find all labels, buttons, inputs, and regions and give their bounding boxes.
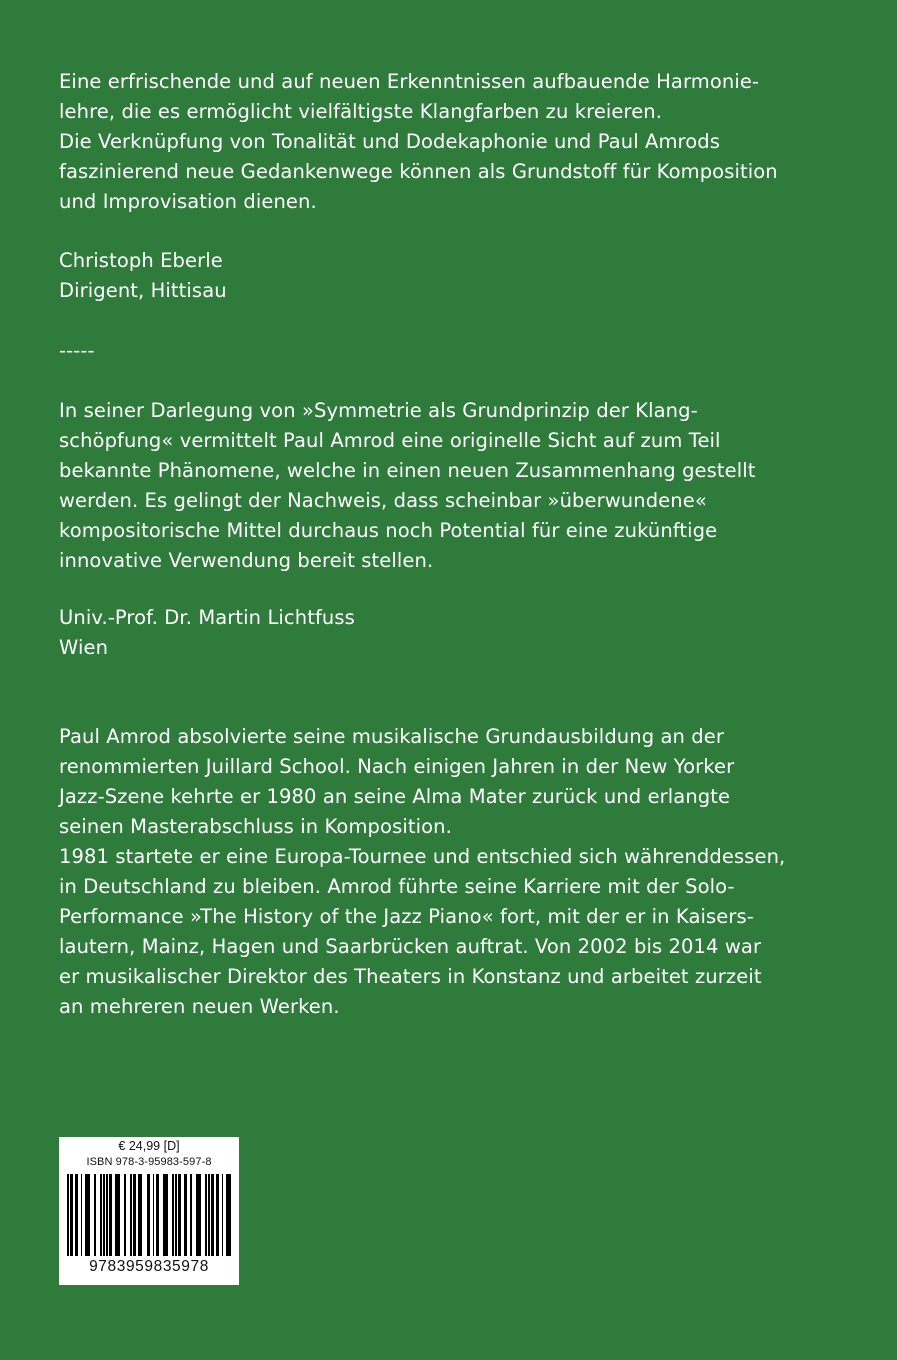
separator bbox=[59, 336, 879, 366]
quote-1 bbox=[59, 67, 879, 217]
bio-line: lautern, Mainz, Hagen und Saarbrücken auftrat. Von 2002 bis 2014 war bbox=[59, 935, 762, 958]
quote-1-line: und Improvisation dienen. bbox=[59, 190, 317, 213]
barcode-bar bbox=[208, 1174, 210, 1256]
barcode-bar bbox=[175, 1174, 177, 1256]
barcode-bar bbox=[172, 1174, 174, 1256]
barcode-bar bbox=[70, 1174, 73, 1256]
barcode-bar bbox=[94, 1174, 96, 1256]
quote-1-line: faszinierend neue Gedankenwege können als Grundstoff für Komposition bbox=[59, 160, 778, 183]
bio-line: renommierten Juillard School. Nach einigen Jahren in der New Yorker bbox=[59, 755, 735, 778]
barcode-bar bbox=[138, 1174, 143, 1256]
isbn-text: ISBN 978-3-95983-597-8 bbox=[86, 1156, 212, 1168]
barcode-bar bbox=[75, 1174, 78, 1256]
quote-2-line: innovative Verwendung bereit stellen. bbox=[59, 549, 434, 572]
quote-2-line: In seiner Darlegung von »Symmetrie als Grundprinzip der Klang- bbox=[59, 399, 698, 422]
barcode-bar bbox=[115, 1174, 120, 1256]
barcode-bar bbox=[67, 1174, 69, 1256]
quote-2-line: kompositorische Mittel durchaus noch Potential für eine zukünftige bbox=[59, 519, 718, 542]
bio-line: er musikalischer Direktor des Theaters in Konstanz und arbeitet zurzeit bbox=[59, 965, 762, 988]
quote-2-attribution bbox=[59, 603, 879, 663]
quote-2-line: bekannte Phänomene, welche in einen neuen Zusammenhang gestellt bbox=[59, 459, 756, 482]
barcode-bar bbox=[103, 1174, 105, 1256]
barcode-bar bbox=[184, 1174, 187, 1256]
barcode-bar bbox=[222, 1174, 224, 1256]
barcode-bar bbox=[211, 1174, 214, 1256]
bio-line: Paul Amrod absolvierte seine musikalische Grundausbildung an der bbox=[59, 725, 724, 748]
author-bio bbox=[59, 722, 879, 1022]
separator-dashes: ----- bbox=[59, 339, 95, 362]
quote-1-line: lehre, die es ermöglicht vielfältigste Klangfarben zu kreieren. bbox=[59, 100, 663, 123]
barcode-bar bbox=[196, 1174, 201, 1256]
barcode-bar bbox=[124, 1174, 126, 1256]
barcode-bar bbox=[147, 1174, 150, 1256]
quote-2-line: schöpfung« vermittelt Paul Amrod eine originelle Sicht auf zum Teil bbox=[59, 429, 721, 452]
ean-number: 9783959835978 bbox=[89, 1258, 209, 1275]
barcode-bar bbox=[216, 1174, 219, 1256]
barcode-bar bbox=[205, 1174, 207, 1256]
quote-1-attribution bbox=[59, 246, 879, 306]
bio-line: Performance »The History of the Jazz Piano« fort, mit der er in Kaisers- bbox=[59, 905, 754, 928]
barcode-bar bbox=[106, 1174, 108, 1256]
barcode-bar bbox=[226, 1174, 231, 1256]
barcode-bar bbox=[109, 1174, 112, 1256]
barcode-bar bbox=[178, 1174, 181, 1256]
barcode-bar bbox=[81, 1174, 83, 1256]
barcode-bar bbox=[153, 1174, 155, 1256]
barcode-bar bbox=[100, 1174, 102, 1256]
bio-line: in Deutschland zu bleiben. Amrod führte seine Karriere mit der Solo- bbox=[59, 875, 735, 898]
quote-1-author-role: Dirigent, Hittisau bbox=[59, 279, 227, 302]
quote-1-line: Die Verknüpfung von Tonalität und Dodekaphonie und Paul Amrods bbox=[59, 130, 721, 153]
quote-1-author-name: Christoph Eberle bbox=[59, 249, 223, 272]
barcode-bar bbox=[163, 1174, 168, 1256]
barcode-bar bbox=[190, 1174, 192, 1256]
quote-2-author-role: Wien bbox=[59, 636, 109, 659]
bio-line: an mehreren neuen Werken. bbox=[59, 995, 340, 1018]
barcode-bar bbox=[133, 1174, 136, 1256]
barcode-label bbox=[59, 1137, 239, 1285]
barcode-bar bbox=[130, 1174, 132, 1256]
bio-line: 1981 startete er eine Europa-Tournee und entschied sich währenddessen, bbox=[59, 845, 786, 868]
quote-2-author-name: Univ.-Prof. Dr. Martin Lichtfuss bbox=[59, 606, 355, 629]
price-text: € 24,99 [D] bbox=[118, 1139, 180, 1153]
quote-2-line: werden. Es gelingt der Nachweis, dass scheinbar »überwundene« bbox=[59, 489, 707, 512]
barcode-bar bbox=[156, 1174, 159, 1256]
barcode-bar bbox=[85, 1174, 90, 1256]
bio-line: seinen Masterabschluss in Komposition. bbox=[59, 815, 452, 838]
barcode-bars bbox=[67, 1174, 231, 1256]
bio-line: Jazz-Szene kehrte er 1980 an seine Alma Mater zurück und erlangte bbox=[59, 785, 731, 808]
quote-2 bbox=[59, 396, 879, 576]
quote-1-line: Eine erfrischende und auf neuen Erkenntnissen aufbauende Harmonie- bbox=[59, 70, 760, 93]
